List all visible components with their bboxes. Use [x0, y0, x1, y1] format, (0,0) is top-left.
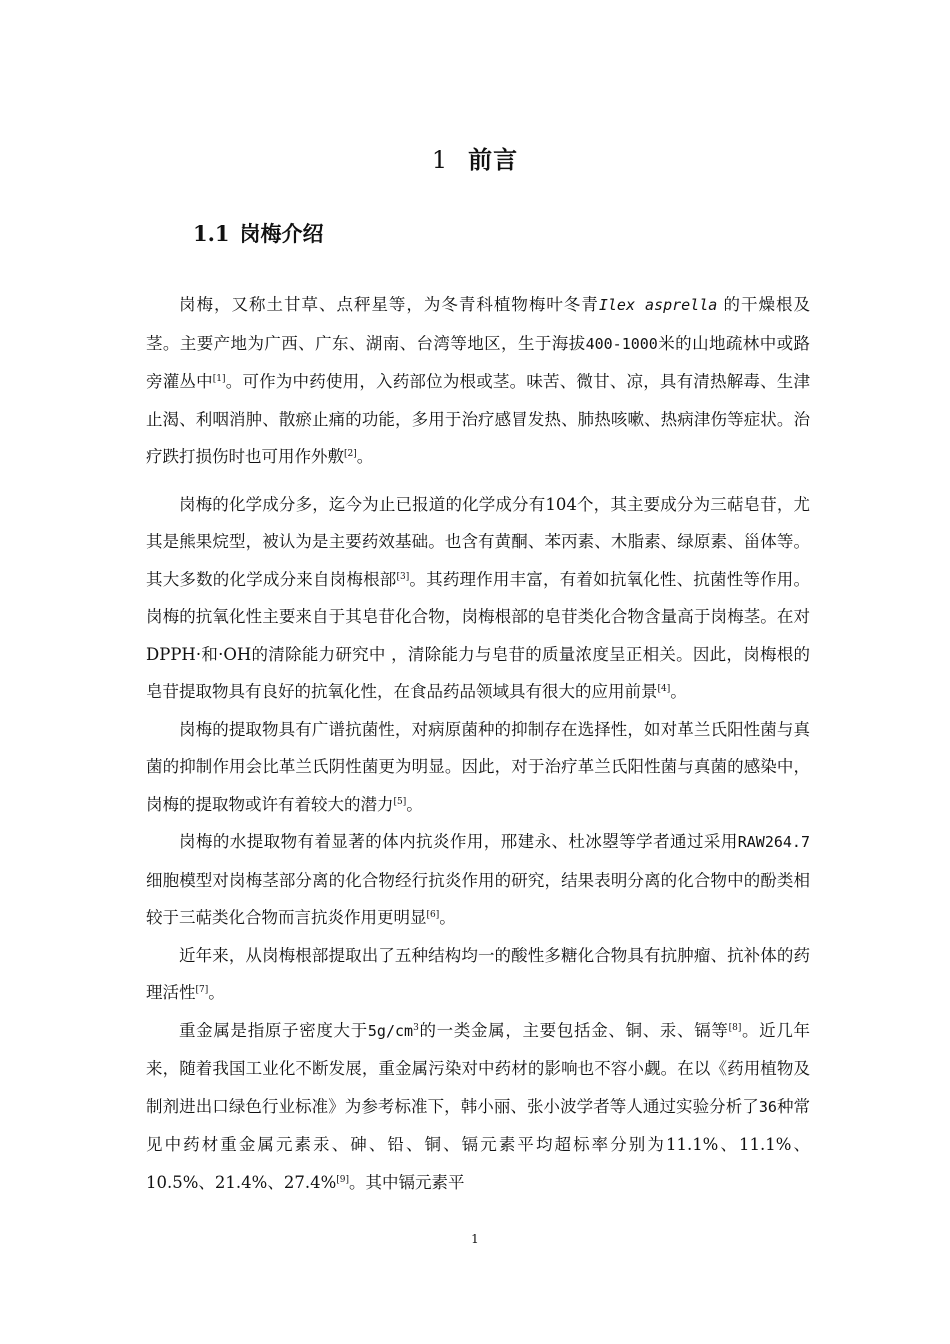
text-span: 岗梅的提取物具有广谱抗菌性，对病原菌种的抑制存在选择性，如对革兰氏阳性菌与真菌的抑制作用会比革兰氏阴性菌更为明显。因此，对于治疗革兰氏阳性菌与真菌的感染中，岗梅的提取物或许有着较大的潜力	[146, 719, 810, 814]
text-span: 。其中镉元素平	[349, 1172, 465, 1192]
paragraph-chemistry	[146, 486, 810, 711]
text-span: 细胞模型对岗梅茎部分离的化合物经行抗炎作用的研究，结果表明分离的化合物中的酚类相较于三萜类化合物而言抗炎作用更明显	[146, 870, 810, 927]
paragraph-anti-inflammatory	[146, 823, 810, 937]
text-span: 。可作为中药使用，入药部位为根或茎。味苦、微甘、凉，具有清热解毒、生津止渴、利咽消肿、散瘀止痛的功能，多用于治疗感冒发热、肺热咳嗽、热病津伤等症状。治疗跌打损伤时也可用作外敷	[146, 372, 811, 466]
text-span: 。近几年来，随着我国工业化不断发展，重金属污染对中药材的影响也不容小觑。在以《药用植物及制剂进出口绿色行业标准》为参考标准下，韩小丽、张小波学者等人通过实验分析了	[146, 1020, 811, 1116]
text-span: 的一类金属，主要包括金、铜、汞、镉等	[418, 1020, 729, 1040]
text-span: 。	[356, 447, 374, 466]
citation-link[interactable]: [9]	[336, 1174, 349, 1185]
citation-link[interactable]: [2]	[344, 449, 357, 459]
density-value: 5g/cm	[367, 1021, 414, 1040]
chapter-title	[0, 140, 950, 175]
text-span: 米的山地疏林中或路旁灌丛中	[146, 333, 811, 391]
text-span: 近年来，从岗梅根部提取出了五种结构均一的酸性多糖化合物具有抗肿瘤、抗补体的药理活性	[146, 945, 810, 1002]
text-span: 。	[439, 908, 456, 927]
text-span: 。其药理作用丰富，有着如抗氧化性、抗菌性等作用。岗梅的抗氧化性主要来自于其皂苷化合物，岗梅根部的皂苷类化合物含量高于岗梅茎。在对DPPH·和·OH的清除能力研究中 ，清除能力与皂苷的质量浓度呈正相关。因此，岗梅根的皂苷提取物具有良好的抗氧化性，在食品药品领域具有很大的应用前景	[146, 569, 811, 701]
body-text	[146, 282, 810, 1201]
altitude-range: 400-1000	[585, 334, 658, 353]
paragraph-intro	[146, 286, 810, 476]
text-span: 。	[670, 682, 687, 701]
density-exponent: 3	[413, 1022, 419, 1033]
text-span: 重金属是指原子密度大于	[179, 1020, 368, 1040]
section-title-text: 岗梅介绍	[239, 221, 324, 246]
species-name: Ilex asprella	[598, 296, 718, 314]
citation-link[interactable]: [8]	[728, 1022, 742, 1033]
text-span: 。	[208, 983, 225, 1002]
chapter-number: 1	[431, 146, 449, 174]
section-number: 1.1	[193, 221, 230, 246]
cell-model: RAW264.7	[737, 833, 810, 851]
citation-link[interactable]: [4]	[657, 684, 671, 694]
text-span: 的干燥根及茎。主要产地为广西、广东、湖南、台湾等地区，生于海拔	[146, 295, 811, 353]
herb-count: 36	[758, 1097, 777, 1116]
citation-link[interactable]: [5]	[393, 796, 407, 807]
citation-link[interactable]: [6]	[426, 910, 440, 920]
text-span: 。	[406, 794, 423, 814]
citation-link[interactable]: [7]	[195, 985, 209, 995]
paragraph-heavy-metals	[146, 1012, 810, 1202]
citation-link[interactable]: [3]	[396, 571, 410, 582]
chapter-title-text: 前言	[468, 145, 519, 174]
paragraph-polysaccharide	[146, 937, 810, 1012]
text-span: 岗梅的水提取物有着显著的体内抗炎作用，邢建永、杜冰曌等学者通过采用	[179, 832, 738, 851]
text-span: 岗梅，又称土甘草、点秤星等，为冬青科植物梅叶冬青	[179, 295, 599, 314]
paragraph-antibacterial	[146, 711, 810, 824]
section-title	[193, 218, 324, 248]
citation-link[interactable]: [1]	[212, 374, 226, 384]
text-span: 岗梅的化学成分多，迄今为止已报道的化学成分有104个，其主要成分为三萜皂苷，尤其是熊果烷型，被认为是主要药效基础。也含有黄酮、苯丙素、木脂素、绿原素、甾体等。其大多数的化学成分来自岗梅根部	[146, 494, 810, 589]
page-number: 1	[471, 1232, 479, 1246]
text-span: 种常见中药材重金属元素汞、砷、铅、铜、镉元素平均超标率分别为11.1%、11.1%、10.5%、21.4%、27.4%	[146, 1096, 810, 1192]
